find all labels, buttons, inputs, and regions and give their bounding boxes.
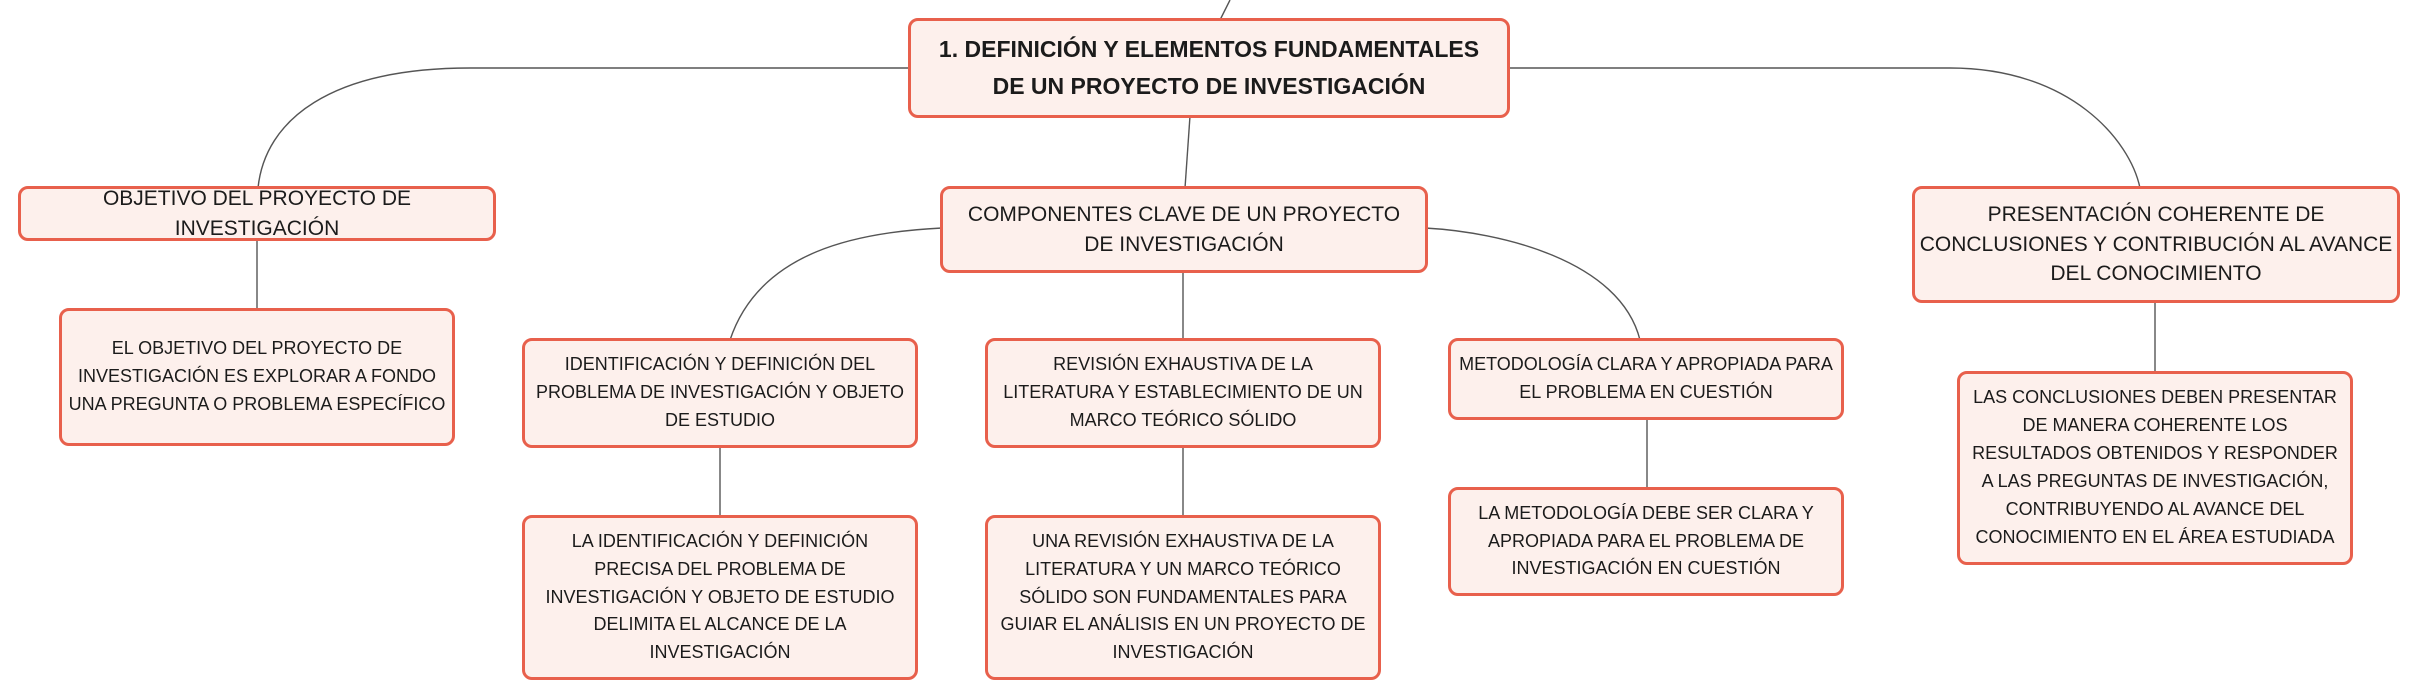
detail-presentacion[interactable] bbox=[1957, 371, 2353, 565]
topic-componentes[interactable] bbox=[940, 186, 1428, 273]
topic-presentacion-label: PRESENTACIÓN COHERENTE DE CONCLUSIONES Y CONTRIBUCIÓN AL AVANCE DEL CONOCIMIENTO bbox=[1919, 203, 2393, 286]
topic-objetivo[interactable] bbox=[18, 186, 496, 241]
connector-root-presentacion bbox=[1508, 68, 2140, 188]
detail-presentacion-text: LAS CONCLUSIONES DEBEN PRESENTAR DE MANERA COHERENTE LOS RESULTADOS OBTENIDOS Y RESPONDER A LAS PREGUNTAS DE INVESTIGACIÓN, CONTRIBUYENDO AL AVANCE DEL CONOCIMIENTO EN EL ÁREA ESTUDIADA bbox=[1972, 387, 2338, 547]
connector-root-componentes bbox=[1185, 116, 1190, 188]
detail-revision-text: UNA REVISIÓN EXHAUSTIVA DE LA LITERATURA Y UN MARCO TEÓRICO SÓLIDO SON FUNDAMENTALES PARA GUIAR EL ANÁLISIS EN UN PROYECTO DE INVESTIGACIÓN bbox=[1000, 530, 1366, 663]
root-topic-label: 1. DEFINICIÓN Y ELEMENTOS FUNDAMENTALES DE UN PROYECTO DE INVESTIGACIÓN bbox=[938, 36, 1480, 99]
detail-objetivo[interactable] bbox=[59, 308, 455, 446]
subtopic-metodologia-label: METODOLOGÍA CLARA Y APROPIADA PARA EL PROBLEMA EN CUESTIÓN bbox=[1459, 354, 1833, 402]
detail-identificacion-text: LA IDENTIFICACIÓN Y DEFINICIÓN PRECISA DEL PROBLEMA DE INVESTIGACIÓN Y OBJETO DE ESTUDIO DELIMITA EL ALCANCE DE LA INVESTIGACIÓN bbox=[545, 530, 895, 663]
root-topic[interactable] bbox=[908, 18, 1510, 118]
detail-revision[interactable] bbox=[985, 515, 1381, 680]
subtopic-identificacion[interactable] bbox=[522, 338, 918, 448]
connector-parent-root bbox=[1220, 0, 1230, 20]
topic-presentacion[interactable] bbox=[1912, 186, 2400, 303]
subtopic-identificacion-label: IDENTIFICACIÓN Y DEFINICIÓN DEL PROBLEMA DE INVESTIGACIÓN Y OBJETO DE ESTUDIO bbox=[535, 354, 905, 430]
detail-metodologia[interactable] bbox=[1448, 487, 1844, 596]
topic-objetivo-label: OBJETIVO DEL PROYECTO DE INVESTIGACIÓN bbox=[102, 187, 412, 240]
detail-identificacion[interactable] bbox=[522, 515, 918, 680]
detail-metodologia-text: LA METODOLOGÍA DEBE SER CLARA Y APROPIADA PARA EL PROBLEMA DE INVESTIGACIÓN EN CUESTIÓN bbox=[1478, 502, 1814, 579]
connector-componentes-metodologia bbox=[1425, 228, 1640, 340]
detail-objetivo-text: EL OBJETIVO DEL PROYECTO DE INVESTIGACIÓN ES EXPLORAR A FONDO UNA PREGUNTA O PROBLEMA ESPECÍFICO bbox=[68, 338, 446, 414]
topic-componentes-label: COMPONENTES CLAVE DE UN PROYECTO DE INVESTIGACIÓN bbox=[967, 203, 1401, 256]
subtopic-revision[interactable] bbox=[985, 338, 1381, 448]
connector-root-objetivo bbox=[258, 68, 910, 188]
subtopic-revision-label: REVISIÓN EXHAUSTIVA DE LA LITERATURA Y ESTABLECIMIENTO DE UN MARCO TEÓRICO SÓLIDO bbox=[1003, 354, 1363, 430]
connector-componentes-identificacion bbox=[730, 228, 942, 340]
subtopic-metodologia[interactable] bbox=[1448, 338, 1844, 420]
